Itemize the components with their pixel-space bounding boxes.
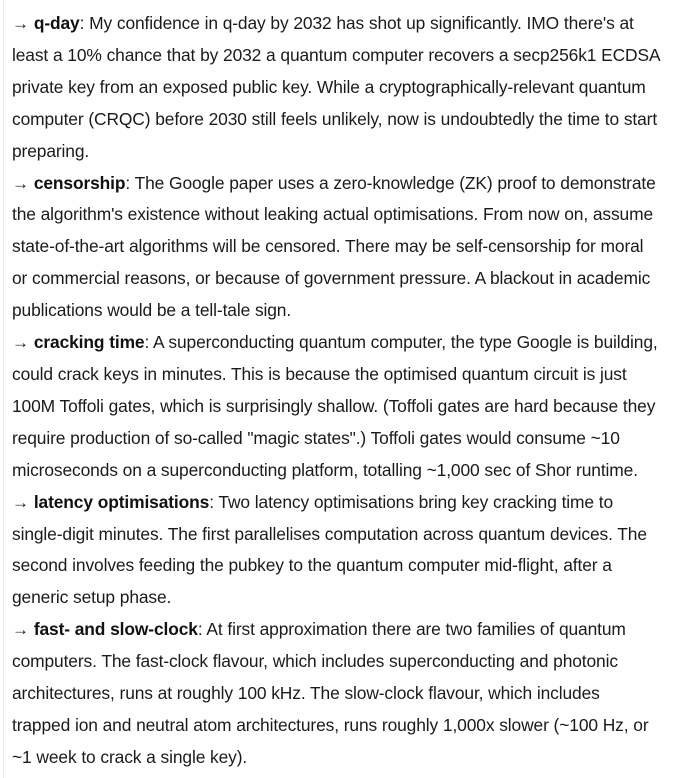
arrow-right-icon: →: [12, 14, 29, 33]
paragraph-text: My confidence in q-day by 2032 has shot up significantly. IMO there's at least a 10% chance that by 2032 a quantum computer recovers a secp256k1 ECDSA private key from an exposed public key. While a cryptographically-relevant quantum computer (CRQC) before 2030 still feels unlikely, now is undoubtedly the time to start preparing.: [12, 13, 660, 161]
arrow-right-icon: →: [12, 333, 29, 353]
paragraph-lead-term: censorship: [33, 172, 126, 193]
paragraph-latency-optimisations: [12, 487, 662, 615]
paragraph-fast-and-slow-clock: [12, 614, 662, 774]
paragraph-text: At first approximation there are two families of quantum computers. The fast-clock flavour, which includes superconducting and photonic architectures, runs at roughly 100 kHz. The slow-clock flavour, which includes trapped ion and neutral atom architectures, runs roughly 1,000x slower (~100 Hz, or ~1 week to crack a single key).: [12, 619, 649, 767]
arrow-right-icon: →: [12, 492, 29, 512]
paragraph-text: Two latency optimisations bring key cracking time to single-digit minutes. The first parallelises computation across quantum devices. The second involves feeding the pubkey to the quantum computer mid-flight, after a generic setup phase.: [12, 491, 647, 608]
paragraph-separator: :: [79, 13, 85, 33]
paragraph-cracking-time: [12, 327, 662, 487]
paragraph-lead-term: cracking time: [33, 332, 145, 353]
paragraph-q-day: [12, 8, 662, 168]
paragraph-lead-term: latency optimisations: [33, 491, 210, 512]
paragraph-separator: :: [144, 332, 150, 353]
paragraph-separator: :: [209, 491, 214, 512]
paragraph-text: A superconducting quantum computer, the type Google is building, could crack keys in minutes. This is because the optimised quantum circuit is just 100M Toffoli gates, which is surprisingly shallow. (Toffoli gates are hard because they require production of so-called "magic states".) Toffoli gates would consume ~10 microseconds on a superconducting platform, totalling ~1,000 sec of Shor runtime.: [12, 332, 658, 480]
paragraph-lead-term: q-day: [33, 13, 80, 33]
arrow-right-icon: →: [12, 173, 29, 193]
paragraph-lead-term: fast- and slow-clock: [33, 619, 198, 640]
paragraph-text: The Google paper uses a zero-knowledge (ZK) proof to demonstrate the algorithm's existence without leaking actual optimisations. From now on, assume state-of-the-art algorithms will be censored. There may be self-censorship for moral or commercial reasons, or because of government pressure. A blackout in academic publications would be a tell-tale sign.: [12, 172, 656, 321]
arrow-right-icon: →: [12, 620, 29, 640]
paragraph-censorship: [12, 168, 662, 328]
paragraph-separator: :: [125, 172, 131, 193]
paragraph-separator: :: [197, 619, 203, 640]
